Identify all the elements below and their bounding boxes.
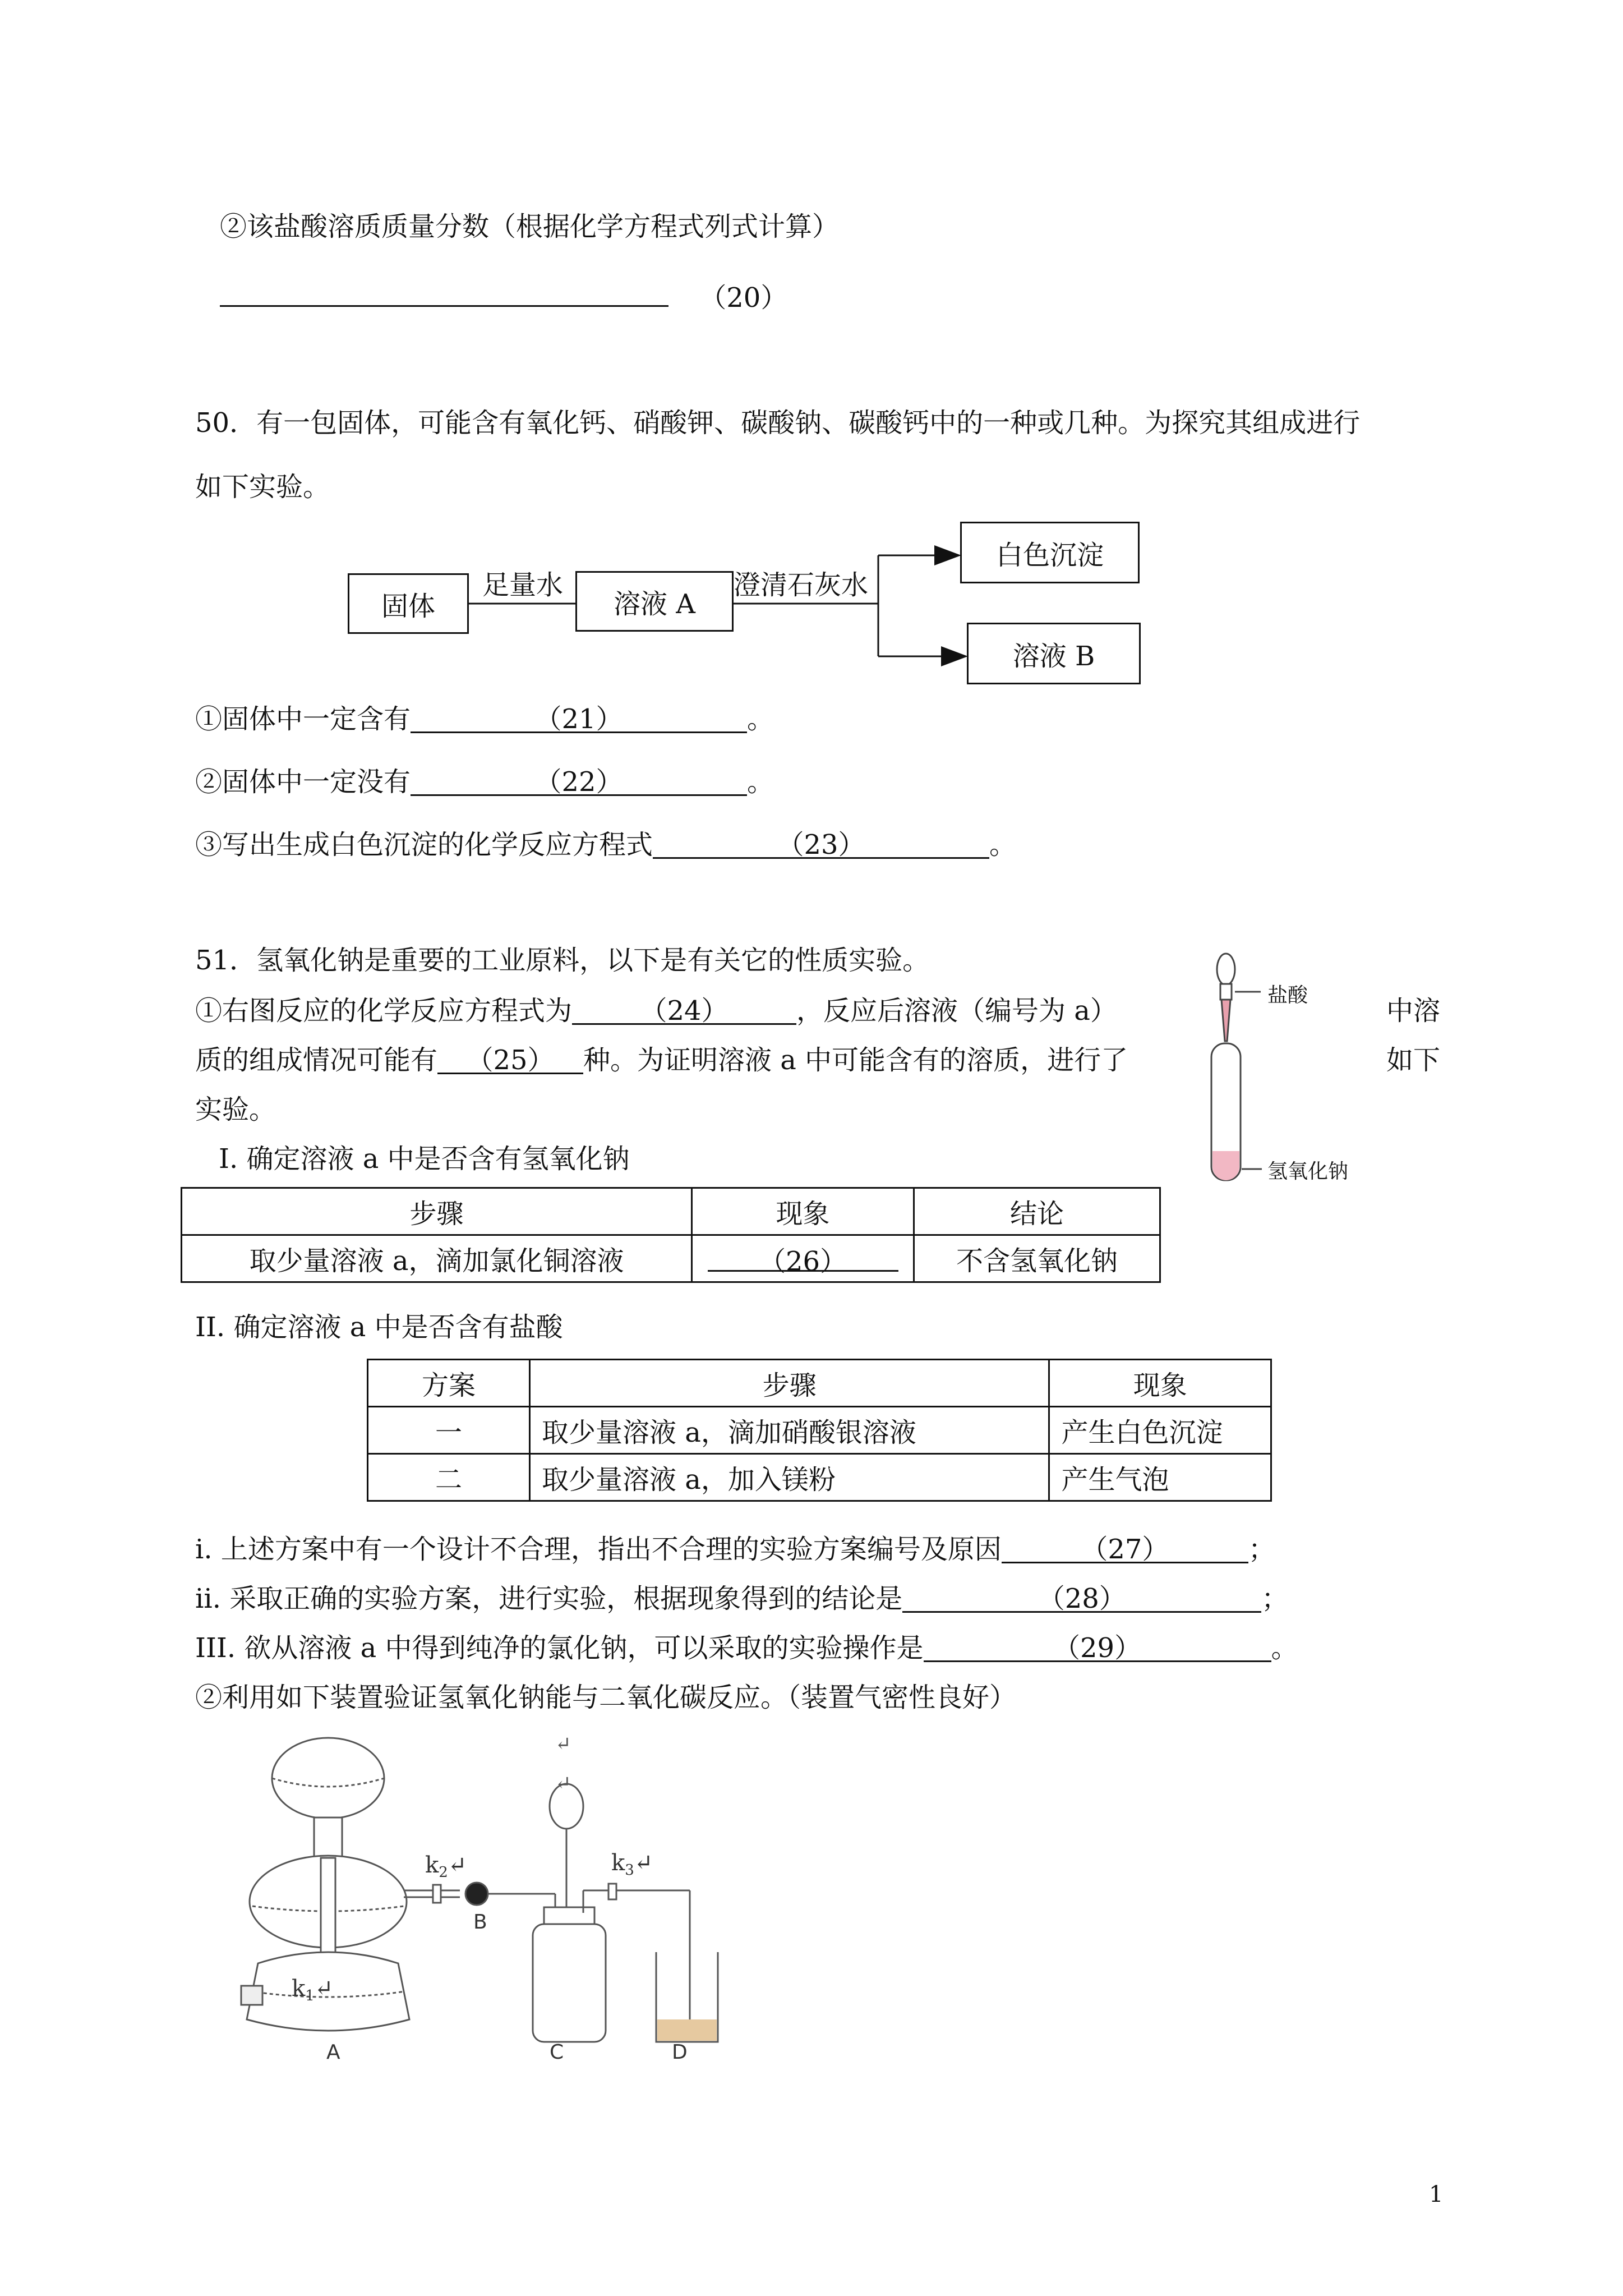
- part1-table: [181, 1187, 1161, 1283]
- q51-sub1-c: 中溶: [1386, 995, 1441, 1027]
- flow-box-solution-a: 溶液 A: [575, 571, 734, 632]
- answer-blank-22[interactable]: [411, 764, 747, 796]
- label-k1: $k_1↵$: [292, 1976, 334, 2004]
- label-a: A: [326, 2041, 340, 2064]
- sub1-text-b: ，反应后溶液（编号为 a）: [796, 995, 1117, 1027]
- label-b: B: [473, 1911, 487, 1934]
- blank-label-24: （24）: [640, 995, 728, 1027]
- q51-sub1-line1: [195, 993, 1117, 1029]
- sub1-text-d: 质的组成情况可能有: [195, 1045, 438, 1076]
- sub1-text-a: ①右图反应的化学反应方程式为: [195, 995, 573, 1027]
- semicolon: ；: [1261, 1583, 1289, 1614]
- part2-table: [367, 1359, 1272, 1502]
- flow-box-solid: 固体: [348, 573, 469, 634]
- period: 。: [747, 766, 774, 798]
- q51-stem: 51．氢氧化钠是重要的工业原料，以下是有关它的性质实验。: [195, 945, 930, 976]
- item1-text: ①固体中一定含有: [195, 703, 411, 735]
- return-mark-1: ↵: [555, 1733, 571, 1755]
- flow-box-solution-b: 溶液 B: [967, 623, 1141, 684]
- cell-step: 取少量溶液 a，滴加硝酸银溶液: [529, 1407, 1049, 1454]
- header-conclusion: 结论: [914, 1188, 1160, 1235]
- iii-text: III. 欲从溶液 a 中得到纯净的氯化钠，可以采取的实验操作是: [195, 1632, 924, 1664]
- header-step: 步骤: [182, 1188, 692, 1235]
- period: 。: [989, 829, 1017, 861]
- cell-plan: 一: [368, 1407, 530, 1454]
- blank-label-26: （26）: [759, 1246, 847, 1277]
- answer-blank-23[interactable]: [653, 827, 989, 859]
- q51-sub2: ②利用如下装置验证氢氧化钠能与二氧化碳反应。（装置气密性良好）: [195, 1682, 1017, 1713]
- cell-conclusion: 不含氢氧化钠: [914, 1235, 1160, 1282]
- item2-text: ②固体中一定没有: [195, 766, 411, 798]
- blank-label-22: （22）: [534, 766, 623, 798]
- q51-sub1-g: 实验。: [195, 1094, 276, 1125]
- answer-blank-25[interactable]: [437, 1042, 583, 1074]
- cell-plan: 二: [368, 1454, 530, 1501]
- blank-label-25: （25）: [466, 1045, 555, 1076]
- q50-item1: [195, 701, 774, 737]
- answer-blank-28[interactable]: [902, 1581, 1261, 1613]
- cell-step: 取少量溶液 a，滴加氯化铜溶液: [182, 1235, 692, 1282]
- answer-blank-24[interactable]: [572, 993, 796, 1025]
- blank-label-20: （20）: [699, 282, 788, 314]
- apparatus-figure: [196, 1728, 785, 2064]
- answer-blank-21[interactable]: [411, 701, 747, 733]
- flow-label-water: 足量水: [482, 569, 564, 601]
- flow-label-limewater: 澄清石灰水: [734, 569, 869, 601]
- page-number: 1: [1429, 2182, 1444, 2207]
- flow-box-precipitate: 白色沉淀: [960, 522, 1140, 583]
- q51-sub1-line2: [195, 1042, 1128, 1078]
- header-phenomenon: 现象: [692, 1188, 914, 1235]
- return-mark-2: ↵: [555, 1772, 571, 1795]
- cell-result: 产生气泡: [1049, 1454, 1271, 1501]
- q50-item2: [195, 764, 774, 800]
- label-k3: $k_3↵$: [611, 1850, 653, 1879]
- q51-sub1-f: 如下: [1386, 1045, 1441, 1076]
- cell-phenomenon: [692, 1235, 914, 1282]
- cell-result: 产生白色沉淀: [1049, 1407, 1271, 1454]
- header-plan: 方案: [368, 1360, 530, 1407]
- table-row: [182, 1235, 1160, 1282]
- answer-blank-26[interactable]: [708, 1240, 898, 1277]
- table-row: [368, 1454, 1271, 1501]
- q51-ii: [195, 1581, 1288, 1617]
- blank-label-27: （27）: [1081, 1534, 1169, 1565]
- answer-blank-29[interactable]: [924, 1630, 1271, 1662]
- q50-stem-line2: 如下实验。: [195, 471, 330, 503]
- semicolon: ；: [1248, 1534, 1275, 1565]
- blank-label-29: （29）: [1053, 1632, 1142, 1664]
- blank-label-28: （28）: [1038, 1583, 1126, 1614]
- table-header-row: [182, 1188, 1160, 1235]
- cell-step: 取少量溶液 a，加入镁粉: [529, 1454, 1049, 1501]
- period: 。: [1271, 1632, 1298, 1664]
- header-step: 步骤: [529, 1360, 1049, 1407]
- table-header-row: [368, 1360, 1271, 1407]
- label-c: C: [550, 2041, 564, 2064]
- blank-label-21: （21）: [534, 703, 623, 735]
- label-d: D: [672, 2041, 688, 2064]
- item3-text: ③写出生成白色沉淀的化学反应方程式: [195, 829, 653, 861]
- part2-title: II. 确定溶液 a 中是否含有盐酸: [195, 1312, 563, 1343]
- q49-line2: ②该盐酸溶质质量分数（根据化学方程式列式计算）: [220, 211, 840, 242]
- q51-i: [195, 1531, 1275, 1567]
- q51-iii: [195, 1630, 1298, 1666]
- header-result: 现象: [1049, 1360, 1271, 1407]
- part1-title: I. 确定溶液 a 中是否含有氢氧化钠: [219, 1143, 630, 1175]
- q50-item3: [195, 827, 1016, 863]
- q50-stem-line1: 50．有一包固体，可能含有氧化钙、硝酸钾、碳酸钠、碳酸钙中的一种或几种。为探究其组成进行: [195, 407, 1361, 439]
- label-naoh: 氢氧化钠: [1267, 1160, 1349, 1183]
- ii-text: ii. 采取正确的实验方案，进行实验，根据现象得到的结论是: [195, 1583, 903, 1614]
- flow-arrows: [0, 0, 1623, 729]
- table-row: [368, 1407, 1271, 1454]
- label-k2: $k_2↵$: [425, 1852, 467, 1881]
- answer-blank-27[interactable]: [1002, 1531, 1248, 1563]
- sub1-text-e: 种。为证明溶液 a 中可能含有的溶质，进行了: [583, 1045, 1128, 1076]
- blank-label-23: （23）: [777, 829, 865, 861]
- i-text: i. 上述方案中有一个设计不合理，指出不合理的实验方案编号及原因: [195, 1534, 1002, 1565]
- label-hcl: 盐酸: [1267, 984, 1308, 1007]
- period: 。: [747, 703, 774, 735]
